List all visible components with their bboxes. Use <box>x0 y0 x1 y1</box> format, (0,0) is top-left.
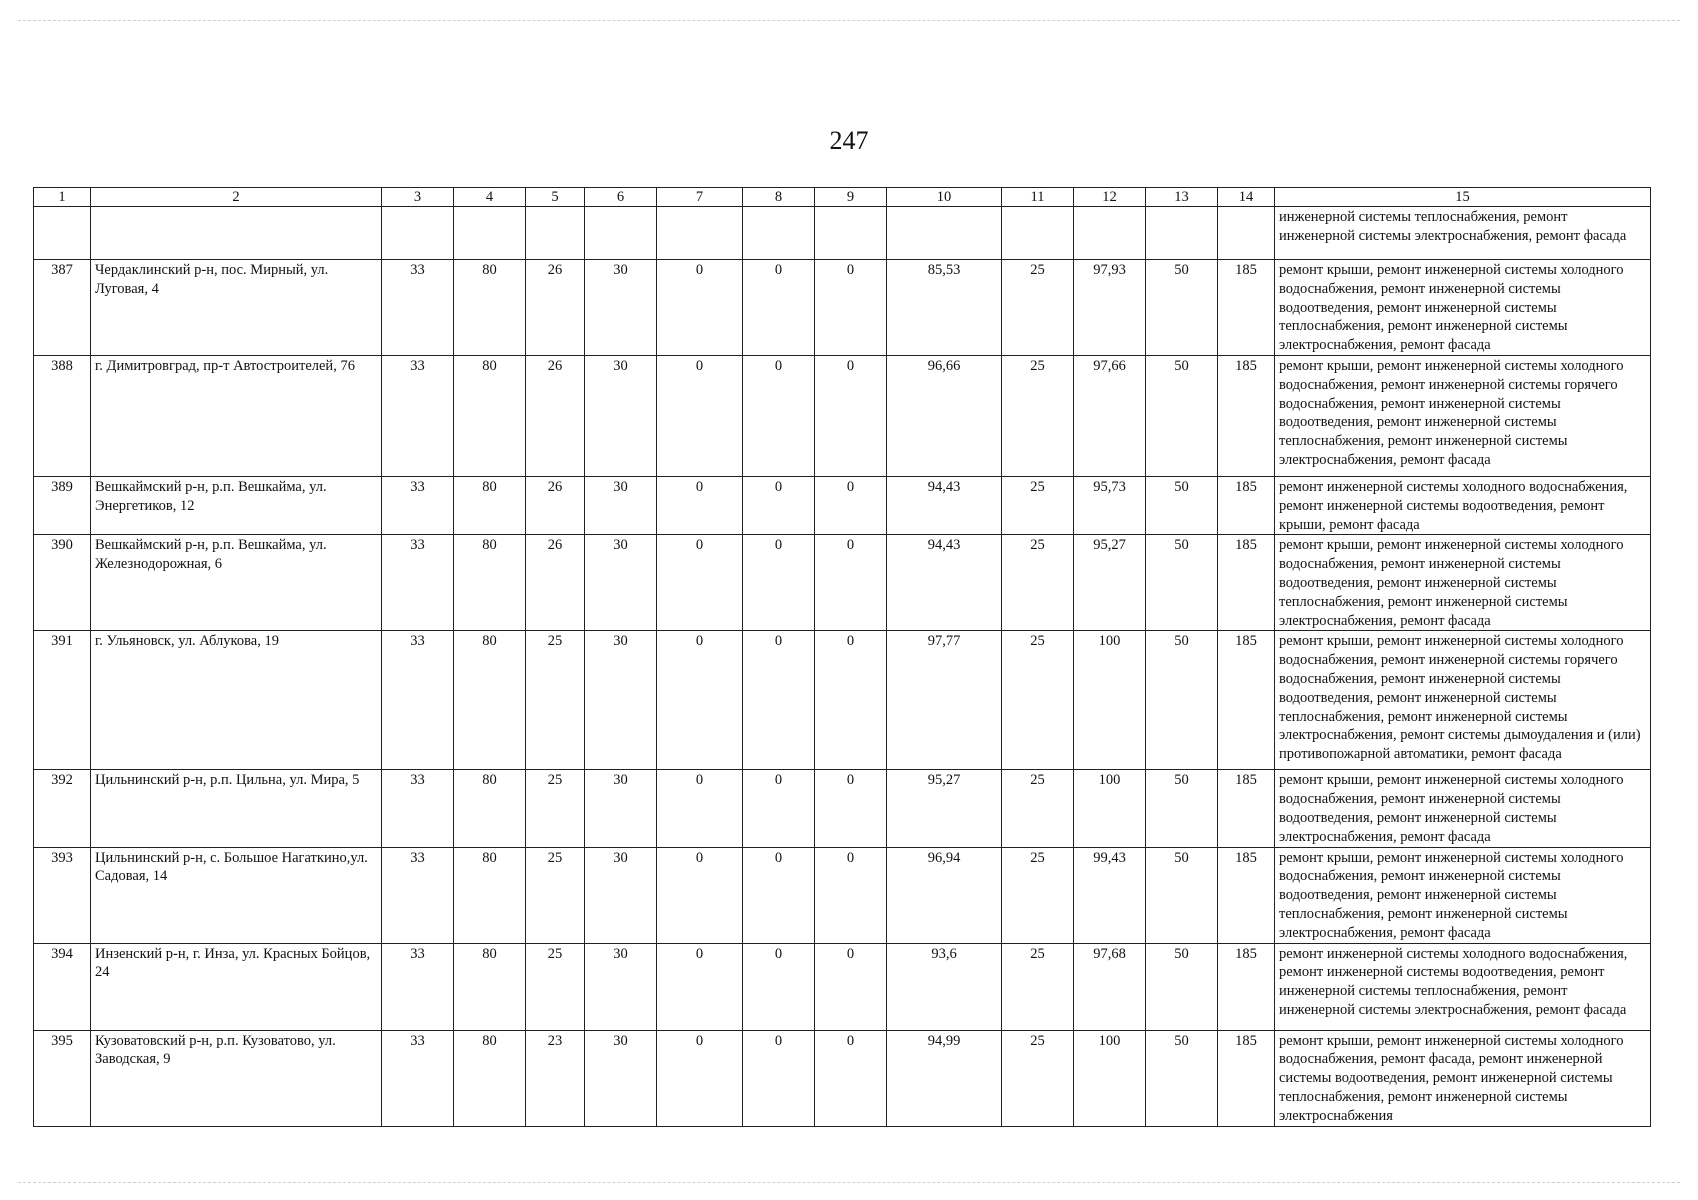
address: Кузоватовский р-н, р.п. Кузоватово, ул. Заводская, 9 <box>91 1030 382 1126</box>
col-12-value: 95,73 <box>1074 476 1146 534</box>
scan-bottom-edge <box>18 1182 1680 1183</box>
works-list: ремонт крыши, ремонт инженерной системы холодного водоснабжения, ремонт инженерной системы горячего водоснабжения, ремонт инженерной системы водоотведения, ремонт инженерной системы теплоснабжения, ремонт инженерной системы электроснабжения, ремонт фасада <box>1275 355 1651 476</box>
row-number <box>34 207 91 260</box>
table-row <box>34 207 1651 260</box>
works-list: ремонт крыши, ремонт инженерной системы холодного водоснабжения, ремонт инженерной системы водоотведения, ремонт инженерной системы теплоснабжения, ремонт инженерной системы электроснабжения, ремонт фасада <box>1275 847 1651 943</box>
works-list: ремонт крыши, ремонт инженерной системы холодного водоснабжения, ремонт фасада, ремонт инженерной системы водоотведения, ремонт инженерной системы теплоснабжения, ремонт инженерной системы электроснабжения <box>1275 1030 1651 1126</box>
col-12-value: 100 <box>1074 631 1146 770</box>
row-number: 391 <box>34 631 91 770</box>
col-11-value: 25 <box>1002 770 1074 847</box>
col-11-value: 25 <box>1002 847 1074 943</box>
column-header: 2 <box>91 188 382 207</box>
col-13-value: 50 <box>1146 1030 1218 1126</box>
table-row <box>34 631 1651 770</box>
data-table <box>33 187 1651 1127</box>
col-11-value: 25 <box>1002 535 1074 631</box>
col-10-value: 94,43 <box>887 535 1002 631</box>
works-list: ремонт инженерной системы холодного водоснабжения, ремонт инженерной системы водоотведения, ремонт инженерной системы теплоснабжения, ремонт инженерной системы электроснабжения, ремонт фасада <box>1275 943 1651 1030</box>
table-row <box>34 260 1651 356</box>
column-header: 4 <box>454 188 526 207</box>
col-12-value: 99,43 <box>1074 847 1146 943</box>
col-10-value: 93,6 <box>887 943 1002 1030</box>
col-8-value: 0 <box>743 476 815 534</box>
col-14-value: 185 <box>1218 260 1275 356</box>
works-list: ремонт инженерной системы холодного водоснабжения, ремонт инженерной системы водоотведения, ремонт крыши, ремонт фасада <box>1275 476 1651 534</box>
col-6-value: 30 <box>585 770 657 847</box>
col-11-value: 25 <box>1002 355 1074 476</box>
col-14-value: 185 <box>1218 1030 1275 1126</box>
col-12-value: 100 <box>1074 770 1146 847</box>
column-header: 13 <box>1146 188 1218 207</box>
col-5-value <box>526 207 585 260</box>
col-4-value: 80 <box>454 847 526 943</box>
col-6-value: 30 <box>585 260 657 356</box>
col-3-value: 33 <box>382 770 454 847</box>
col-7-value: 0 <box>657 355 743 476</box>
column-header: 10 <box>887 188 1002 207</box>
row-number: 388 <box>34 355 91 476</box>
col-14-value <box>1218 207 1275 260</box>
col-12-value: 97,68 <box>1074 943 1146 1030</box>
col-8-value: 0 <box>743 355 815 476</box>
col-10-value: 94,99 <box>887 1030 1002 1126</box>
col-8-value: 0 <box>743 260 815 356</box>
col-14-value: 185 <box>1218 631 1275 770</box>
col-13-value: 50 <box>1146 847 1218 943</box>
address: Чердаклинский р-н, пос. Мирный, ул. Луговая, 4 <box>91 260 382 356</box>
col-4-value <box>454 207 526 260</box>
column-header: 6 <box>585 188 657 207</box>
address: Вешкаймский р-н, р.п. Вешкайма, ул. Энергетиков, 12 <box>91 476 382 534</box>
table-row <box>34 943 1651 1030</box>
table-body <box>34 207 1651 1127</box>
col-3-value: 33 <box>382 943 454 1030</box>
col-11-value: 25 <box>1002 260 1074 356</box>
column-header: 12 <box>1074 188 1146 207</box>
col-5-value: 26 <box>526 355 585 476</box>
col-3-value: 33 <box>382 260 454 356</box>
col-11-value: 25 <box>1002 943 1074 1030</box>
col-12-value: 100 <box>1074 1030 1146 1126</box>
column-header: 11 <box>1002 188 1074 207</box>
address: г. Ульяновск, ул. Аблукова, 19 <box>91 631 382 770</box>
col-14-value: 185 <box>1218 847 1275 943</box>
col-9-value: 0 <box>815 847 887 943</box>
col-12-value: 97,66 <box>1074 355 1146 476</box>
col-13-value <box>1146 207 1218 260</box>
column-header: 1 <box>34 188 91 207</box>
col-7-value: 0 <box>657 770 743 847</box>
col-10-value <box>887 207 1002 260</box>
col-3-value: 33 <box>382 476 454 534</box>
col-6-value: 30 <box>585 631 657 770</box>
col-5-value: 26 <box>526 260 585 356</box>
col-3-value: 33 <box>382 355 454 476</box>
col-10-value: 85,53 <box>887 260 1002 356</box>
col-5-value: 26 <box>526 535 585 631</box>
col-9-value: 0 <box>815 631 887 770</box>
col-4-value: 80 <box>454 476 526 534</box>
col-9-value: 0 <box>815 1030 887 1126</box>
column-header: 9 <box>815 188 887 207</box>
col-5-value: 25 <box>526 943 585 1030</box>
col-10-value: 96,94 <box>887 847 1002 943</box>
col-5-value: 25 <box>526 770 585 847</box>
col-7-value: 0 <box>657 631 743 770</box>
table-row <box>34 847 1651 943</box>
col-9-value: 0 <box>815 535 887 631</box>
col-14-value: 185 <box>1218 943 1275 1030</box>
col-6-value: 30 <box>585 355 657 476</box>
col-9-value: 0 <box>815 355 887 476</box>
table-row <box>34 770 1651 847</box>
column-header: 8 <box>743 188 815 207</box>
col-6-value: 30 <box>585 847 657 943</box>
col-4-value: 80 <box>454 1030 526 1126</box>
col-14-value: 185 <box>1218 770 1275 847</box>
col-13-value: 50 <box>1146 355 1218 476</box>
col-9-value <box>815 207 887 260</box>
col-5-value: 25 <box>526 631 585 770</box>
col-4-value: 80 <box>454 260 526 356</box>
col-7-value: 0 <box>657 535 743 631</box>
col-13-value: 50 <box>1146 631 1218 770</box>
col-8-value: 0 <box>743 770 815 847</box>
col-14-value: 185 <box>1218 355 1275 476</box>
table-row <box>34 355 1651 476</box>
col-3-value: 33 <box>382 631 454 770</box>
col-5-value: 23 <box>526 1030 585 1126</box>
address: г. Димитровград, пр-т Автостроителей, 76 <box>91 355 382 476</box>
works-list: ремонт крыши, ремонт инженерной системы холодного водоснабжения, ремонт инженерной системы водоотведения, ремонт инженерной системы электроснабжения, ремонт фасада <box>1275 770 1651 847</box>
column-number-row <box>34 188 1651 207</box>
col-6-value: 30 <box>585 1030 657 1126</box>
col-9-value: 0 <box>815 476 887 534</box>
col-13-value: 50 <box>1146 260 1218 356</box>
column-header: 14 <box>1218 188 1275 207</box>
scan-top-edge <box>18 20 1680 21</box>
column-header: 5 <box>526 188 585 207</box>
col-9-value: 0 <box>815 770 887 847</box>
address: Цильнинский р-н, с. Большое Нагаткино,ул. Садовая, 14 <box>91 847 382 943</box>
col-7-value <box>657 207 743 260</box>
col-5-value: 26 <box>526 476 585 534</box>
col-9-value: 0 <box>815 943 887 1030</box>
col-14-value: 185 <box>1218 476 1275 534</box>
address <box>91 207 382 260</box>
col-3-value: 33 <box>382 847 454 943</box>
col-12-value: 97,93 <box>1074 260 1146 356</box>
col-13-value: 50 <box>1146 476 1218 534</box>
col-6-value: 30 <box>585 943 657 1030</box>
col-4-value: 80 <box>454 943 526 1030</box>
col-7-value: 0 <box>657 1030 743 1126</box>
col-10-value: 95,27 <box>887 770 1002 847</box>
table-row <box>34 476 1651 534</box>
col-11-value: 25 <box>1002 476 1074 534</box>
col-7-value: 0 <box>657 260 743 356</box>
col-5-value: 25 <box>526 847 585 943</box>
row-number: 387 <box>34 260 91 356</box>
col-8-value: 0 <box>743 943 815 1030</box>
address: Цильнинский р-н, р.п. Цильна, ул. Мира, 5 <box>91 770 382 847</box>
col-10-value: 97,77 <box>887 631 1002 770</box>
column-header: 3 <box>382 188 454 207</box>
works-list: ремонт крыши, ремонт инженерной системы холодного водоснабжения, ремонт инженерной системы водоотведения, ремонт инженерной системы теплоснабжения, ремонт инженерной системы электроснабжения, ремонт фасада <box>1275 535 1651 631</box>
works-list: ремонт крыши, ремонт инженерной системы холодного водоснабжения, ремонт инженерной системы водоотведения, ремонт инженерной системы теплоснабжения, ремонт инженерной системы электроснабжения, ремонт фасада <box>1275 260 1651 356</box>
col-6-value: 30 <box>585 535 657 631</box>
col-13-value: 50 <box>1146 943 1218 1030</box>
works-list: инженерной системы теплоснабжения, ремонт инженерной системы электроснабжения, ремонт фасада <box>1275 207 1651 260</box>
row-number: 392 <box>34 770 91 847</box>
row-number: 389 <box>34 476 91 534</box>
col-8-value <box>743 207 815 260</box>
col-7-value: 0 <box>657 847 743 943</box>
col-11-value <box>1002 207 1074 260</box>
col-7-value: 0 <box>657 476 743 534</box>
col-4-value: 80 <box>454 631 526 770</box>
col-11-value: 25 <box>1002 1030 1074 1126</box>
col-3-value: 33 <box>382 535 454 631</box>
col-4-value: 80 <box>454 535 526 631</box>
col-9-value: 0 <box>815 260 887 356</box>
col-12-value <box>1074 207 1146 260</box>
col-6-value: 30 <box>585 476 657 534</box>
column-header: 7 <box>657 188 743 207</box>
row-number: 394 <box>34 943 91 1030</box>
col-14-value: 185 <box>1218 535 1275 631</box>
col-6-value <box>585 207 657 260</box>
page-number: 247 <box>829 126 869 155</box>
col-10-value: 96,66 <box>887 355 1002 476</box>
col-8-value: 0 <box>743 631 815 770</box>
table-row <box>34 1030 1651 1126</box>
address: Вешкаймский р-н, р.п. Вешкайма, ул. Железнодорожная, 6 <box>91 535 382 631</box>
col-8-value: 0 <box>743 535 815 631</box>
col-13-value: 50 <box>1146 770 1218 847</box>
col-13-value: 50 <box>1146 535 1218 631</box>
col-4-value: 80 <box>454 355 526 476</box>
column-header: 15 <box>1275 188 1651 207</box>
col-12-value: 95,27 <box>1074 535 1146 631</box>
col-11-value: 25 <box>1002 631 1074 770</box>
works-list: ремонт крыши, ремонт инженерной системы холодного водоснабжения, ремонт инженерной системы горячего водоснабжения, ремонт инженерной системы водоотведения, ремонт инженерной системы теплоснабжения, ремонт инженерной системы электроснабжения, ремонт системы дымоудаления и (или) противопожарной автоматики, ремонт фасада <box>1275 631 1651 770</box>
col-7-value: 0 <box>657 943 743 1030</box>
row-number: 395 <box>34 1030 91 1126</box>
col-3-value <box>382 207 454 260</box>
row-number: 393 <box>34 847 91 943</box>
row-number: 390 <box>34 535 91 631</box>
col-8-value: 0 <box>743 847 815 943</box>
col-8-value: 0 <box>743 1030 815 1126</box>
col-3-value: 33 <box>382 1030 454 1126</box>
address: Инзенский р-н, г. Инза, ул. Красных Бойцов, 24 <box>91 943 382 1030</box>
table-row <box>34 535 1651 631</box>
col-10-value: 94,43 <box>887 476 1002 534</box>
col-4-value: 80 <box>454 770 526 847</box>
